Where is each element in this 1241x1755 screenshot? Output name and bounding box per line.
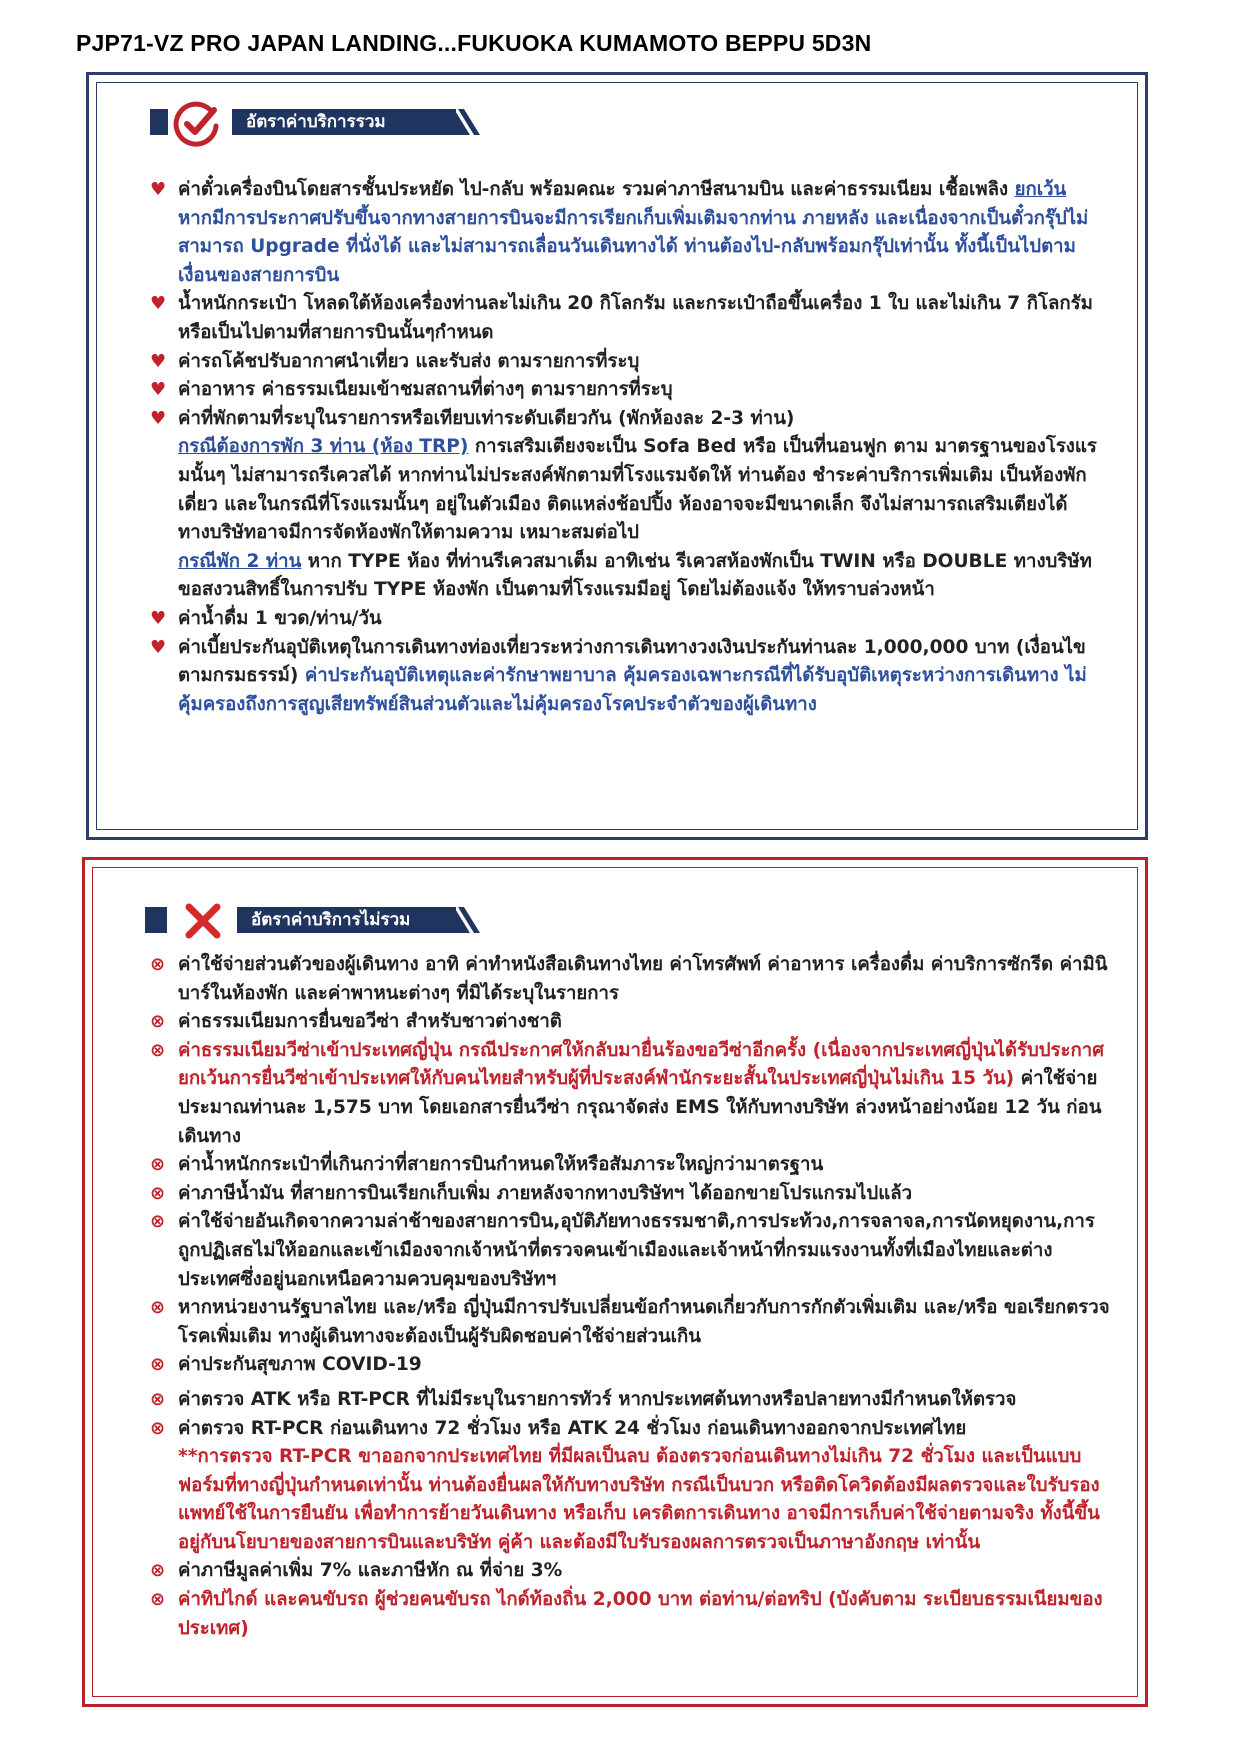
x-circle-icon: ⊗ (150, 1039, 166, 1061)
check-circle-icon (172, 100, 222, 150)
list-item: ⊗ ค่าทิปไกด์ และคนขับรถ ผู้ช่วยคนขับรถ ไกด์ท้องถิ่น 2,000 บาท ต่อท่าน/ต่อทริป (บังคับตาม ระเบียบธรรมเนียมของประเทศ) (150, 1586, 1110, 1643)
list-item: ⊗ ค่าธรรมเนียมวีซ่าเข้าประเทศญี่ปุ่น กรณีประกาศให้กลับมายื่นร้องขอวีซ่าอีกครั้ง (เนื่องจากประเทศญี่ปุ่นได้รับประกาศยกเว้นการยื่นวีซ่าเข้าประเทศให้กับคนไทยสำหรับผู้ที่ประสงค์พำนักระยะสั้นในประเทศญี่ปุ่นไม่เกิน 15 วัน) ค่าใช้จ่ายประมาณท่านละ 1,575 บาท โดยเอกสารยื่นวีซ่า กรุณาจัดส่ง EMS ให้กับทางบริษัท ล่วงหน้าอย่างน้อย 12 วัน ก่อนเดินทาง (150, 1037, 1110, 1151)
heart-icon: ♥ (150, 407, 167, 429)
included-banner (150, 100, 550, 142)
excluded-banner (145, 898, 545, 940)
list-item: ♥ ค่าที่พักตามที่ระบุในรายการหรือเทียบเท่าระดับเดียวกัน (พักห้องละ 2-3 ท่าน) (150, 405, 1100, 434)
x-circle-icon: ⊗ (150, 1211, 166, 1233)
excluded-list (150, 951, 1110, 1643)
included-heading: อัตราค่าบริการรวม (232, 109, 456, 135)
x-circle-icon: ⊗ (150, 1182, 166, 1204)
list-item: ♥ ค่าเบี้ยประกันอุบัติเหตุในการเดินทางท่องเที่ยวระหว่างการเดินทางวงเงินประกันท่านละ 1,000,000 บาท (เงื่อนไขตามกรมธรรม์) ค่าประกันอุบัติเหตุและค่ารักษาพยาบาล คุ้มครองเฉพาะกรณีที่ได้รับอุบัติเหตุระหว่างการเดินทาง ไม่คุ้มครองถึงการสูญเสียทรัพย์สินส่วนตัวและไม่คุ้มครองโรคประจำตัวของผู้เดินทาง (150, 634, 1100, 720)
list-item: ⊗ หากหน่วยงานรัฐบาลไทย และ/หรือ ญี่ปุ่นมีการปรับเปลี่ยนข้อกำหนดเกี่ยวกับการกักตัวเพิ่มเติม และ/หรือ ขอเรียกตรวจโรคเพิ่มเติม ทางผู้เดินทางจะต้องเป็นผู้รับผิดชอบค่าใช้จ่ายส่วนเกิน (150, 1294, 1110, 1351)
list-item: ⊗ ค่าประกันสุขภาพ COVID-19 (150, 1351, 1110, 1380)
list-item: ⊗ ค่าใช้จ่ายอันเกิดจากความล่าช้าของสายการบิน,อุบัติภัยทางธรรมชาติ,การประท้วง,การจลาจล,การนัดหยุดงาน,การถูกปฏิเสธไม่ให้ออกและเข้าเมืองจากเจ้าหน้าที่ตรวจคนเข้าเมืองและเจ้าหน้าที่กรมแรงงานทั้งที่เมืองไทยและต่างประเทศซึ่งอยู่นอกเหนือความควบคุมของบริษัทฯ (150, 1208, 1110, 1294)
x-circle-icon: ⊗ (150, 954, 166, 975)
list-item: ♥ น้ำหนักกระเป๋า โหลดใต้ห้องเครื่องท่านละไม่เกิน 20 กิโลกรัม และกระเป๋าถือขึ้นเครื่อง 1 ใบ และไม่เกิน 7 กิโลกรัม หรือเป็นไปตามที่สายการบินนั้นๆกำหนด (150, 290, 1100, 347)
list-item: ⊗ ค่าภาษีน้ำมัน ที่สายการบินเรียกเก็บเพิ่ม ภายหลังจากทางบริษัทฯ ได้ออกขายโปรแกรมไปแล้ว (150, 1180, 1110, 1209)
heart-icon: ♥ (150, 350, 167, 372)
x-circle-icon: ⊗ (150, 1154, 166, 1176)
list-item: ⊗ ค่าภาษีมูลค่าเพิ่ม 7% และภาษีหัก ณ ที่จ่าย 3% (150, 1557, 1110, 1586)
heart-icon: ♥ (150, 293, 167, 315)
heart-icon: ♥ (150, 636, 167, 658)
list-item: ♥ ค่าน้ำดื่ม 1 ขวด/ท่าน/วัน (150, 605, 1100, 634)
heart-icon: ♥ (150, 607, 167, 629)
list-item: ⊗ ค่าธรรมเนียมการยื่นขอวีซ่า สำหรับชาวต่างชาติ (150, 1008, 1110, 1037)
list-item: ♥ ค่าตั๋วเครื่องบินโดยสารชั้นประหยัด ไป-กลับ พร้อมคณะ รวมค่าภาษีสนามบิน และค่าธรรมเนียม เชื้อเพลิง ยกเว้นหากมีการประกาศปรับขึ้นจากทางสายการบินจะมีการเรียกเก็บเพิ่มเติมจากท่าน ภายหลัง และเนื่องจากเป็นตั๋วกรุ๊ปไม่สามารถ Upgrade ที่นั่งได้ และไม่สามารถเลื่อนวันเดินทางได้ ท่านต้องไป-กลับพร้อมกรุ๊ปเท่านั้น ทั้งนี้เป็นไปตามเงื่อนของสายการบิน (150, 176, 1100, 290)
list-item: ⊗ ค่าตรวจ RT-PCR ก่อนเดินทาง 72 ชั่วโมง หรือ ATK 24 ชั่วโมง ก่อนเดินทางออกจากประเทศไทย **การตรวจ RT-PCR ขาออกจากประเทศไทย ที่มีผลเป็นลบ ต้องตรวจก่อนเดินทางไม่เกิน 72 ชั่วโมง และเป็นแบบฟอร์มที่ทางญี่ปุ่นกำหนดเท่านั้น ท่านต้องยื่นผลให้กับทางบริษัท กรณีเป็นบวก หรือติดโควิดต้องมีผลตรวจและใบรับรองแพทย์ใช้ในการยืนยัน เพื่อทำการย้ายวันเดินทาง หรือเก็บ เครดิตการเดินทาง อาจมีการเก็บค่าใช้จ่ายตามจริง ทั้งนี้ขึ้นอยู่กับนโยบายของสายการบินและบริษัท คู่ค้า และต้องมีใบรับรองผลการตรวจเป็นภาษาอังกฤษ เท่านั้น (150, 1415, 1110, 1558)
heart-icon: ♥ (150, 379, 167, 401)
list-item: ♥ ค่าอาหาร ค่าธรรมเนียมเข้าชมสถานที่ต่างๆ ตามรายการที่ระบุ (150, 376, 1100, 405)
x-circle-icon: ⊗ (150, 1388, 166, 1410)
x-circle-icon: ⊗ (150, 1589, 166, 1611)
included-list (150, 176, 1100, 719)
x-circle-icon: ⊗ (150, 1417, 166, 1439)
list-item: ⊗ ค่าน้ำหนักกระเป๋าที่เกินกว่าที่สายการบินกำหนดให้หรือสัมภาระใหญ่กว่ามาตรฐาน (150, 1151, 1110, 1180)
x-circle-icon: ⊗ (150, 1011, 166, 1033)
cross-icon (183, 902, 223, 940)
heart-icon: ♥ (150, 179, 167, 200)
list-item: ⊗ ค่าใช้จ่ายส่วนตัวของผู้เดินทาง อาทิ ค่าทำหนังสือเดินทางไทย ค่าโทรศัพท์ ค่าอาหาร เครื่องดื่ม ค่าบริการซักรีด ค่ามินิบาร์ในห้องพัก และค่าพาหนะต่างๆ ที่มิได้ระบุในรายการ (150, 951, 1110, 1008)
double-room-note: กรณีพัก 2 ท่าน หาก TYPE ห้อง ที่ท่านรีเควสมาเต็ม อาทิเช่น รีเควสห้องพักเป็น TWIN หรือ DOUBLE ทางบริษัทขอสงวนสิทธิ์ในการปรับ TYPE ห้องพัก เป็นตามที่โรงแรมมีอยู่ โดยไม่ต้องแจ้ง ให้ทราบล่วงหน้า (178, 550, 1092, 601)
excluded-heading: อัตราค่าบริการไม่รวม (237, 907, 456, 933)
triple-room-note: กรณีต้องการพัก 3 ท่าน (ห้อง TRP) การเสริมเตียงจะเป็น Sofa Bed หรือ เป็นที่นอนฟูก ตาม มาตรฐานของโรงแรมนั้นๆ ไม่สามารถรีเควสได้ หากท่านไม่ประสงค์พักตามที่โรงแรมจัดให้ ท่านต้อง ชำระค่าบริการเพิ่มเติม เป็นห้องพักเดี่ยว และในกรณีที่โรงแรมนั้นๆ อยู่ในตัวเมือง ติดแหล่งช้อปปิ้ง ห้องอาจจะมีขนาดเล็ก จึงไม่สามารถเสริมเตียงได้ ทางบริษัทอาจมีการจัดห้องพักให้ตามความ เหมาะสมต่อไป (178, 436, 1097, 544)
list-item: ⊗ ค่าตรวจ ATK หรือ RT-PCR ที่ไม่มีระบุในรายการทัวร์ หากประเทศต้นทางหรือปลายทางมีกำหนดให้ตรวจ (150, 1386, 1110, 1415)
document-title: PJP71-VZ PRO JAPAN LANDING...FUKUOKA KUMAMOTO BEPPU 5D3N (76, 30, 872, 56)
x-circle-icon: ⊗ (150, 1560, 166, 1582)
x-circle-icon: ⊗ (150, 1297, 166, 1319)
x-circle-icon: ⊗ (150, 1354, 166, 1376)
list-item: ♥ ค่ารถโค้ชปรับอากาศนำเที่ยว และรับส่ง ตามรายการที่ระบุ (150, 348, 1100, 377)
